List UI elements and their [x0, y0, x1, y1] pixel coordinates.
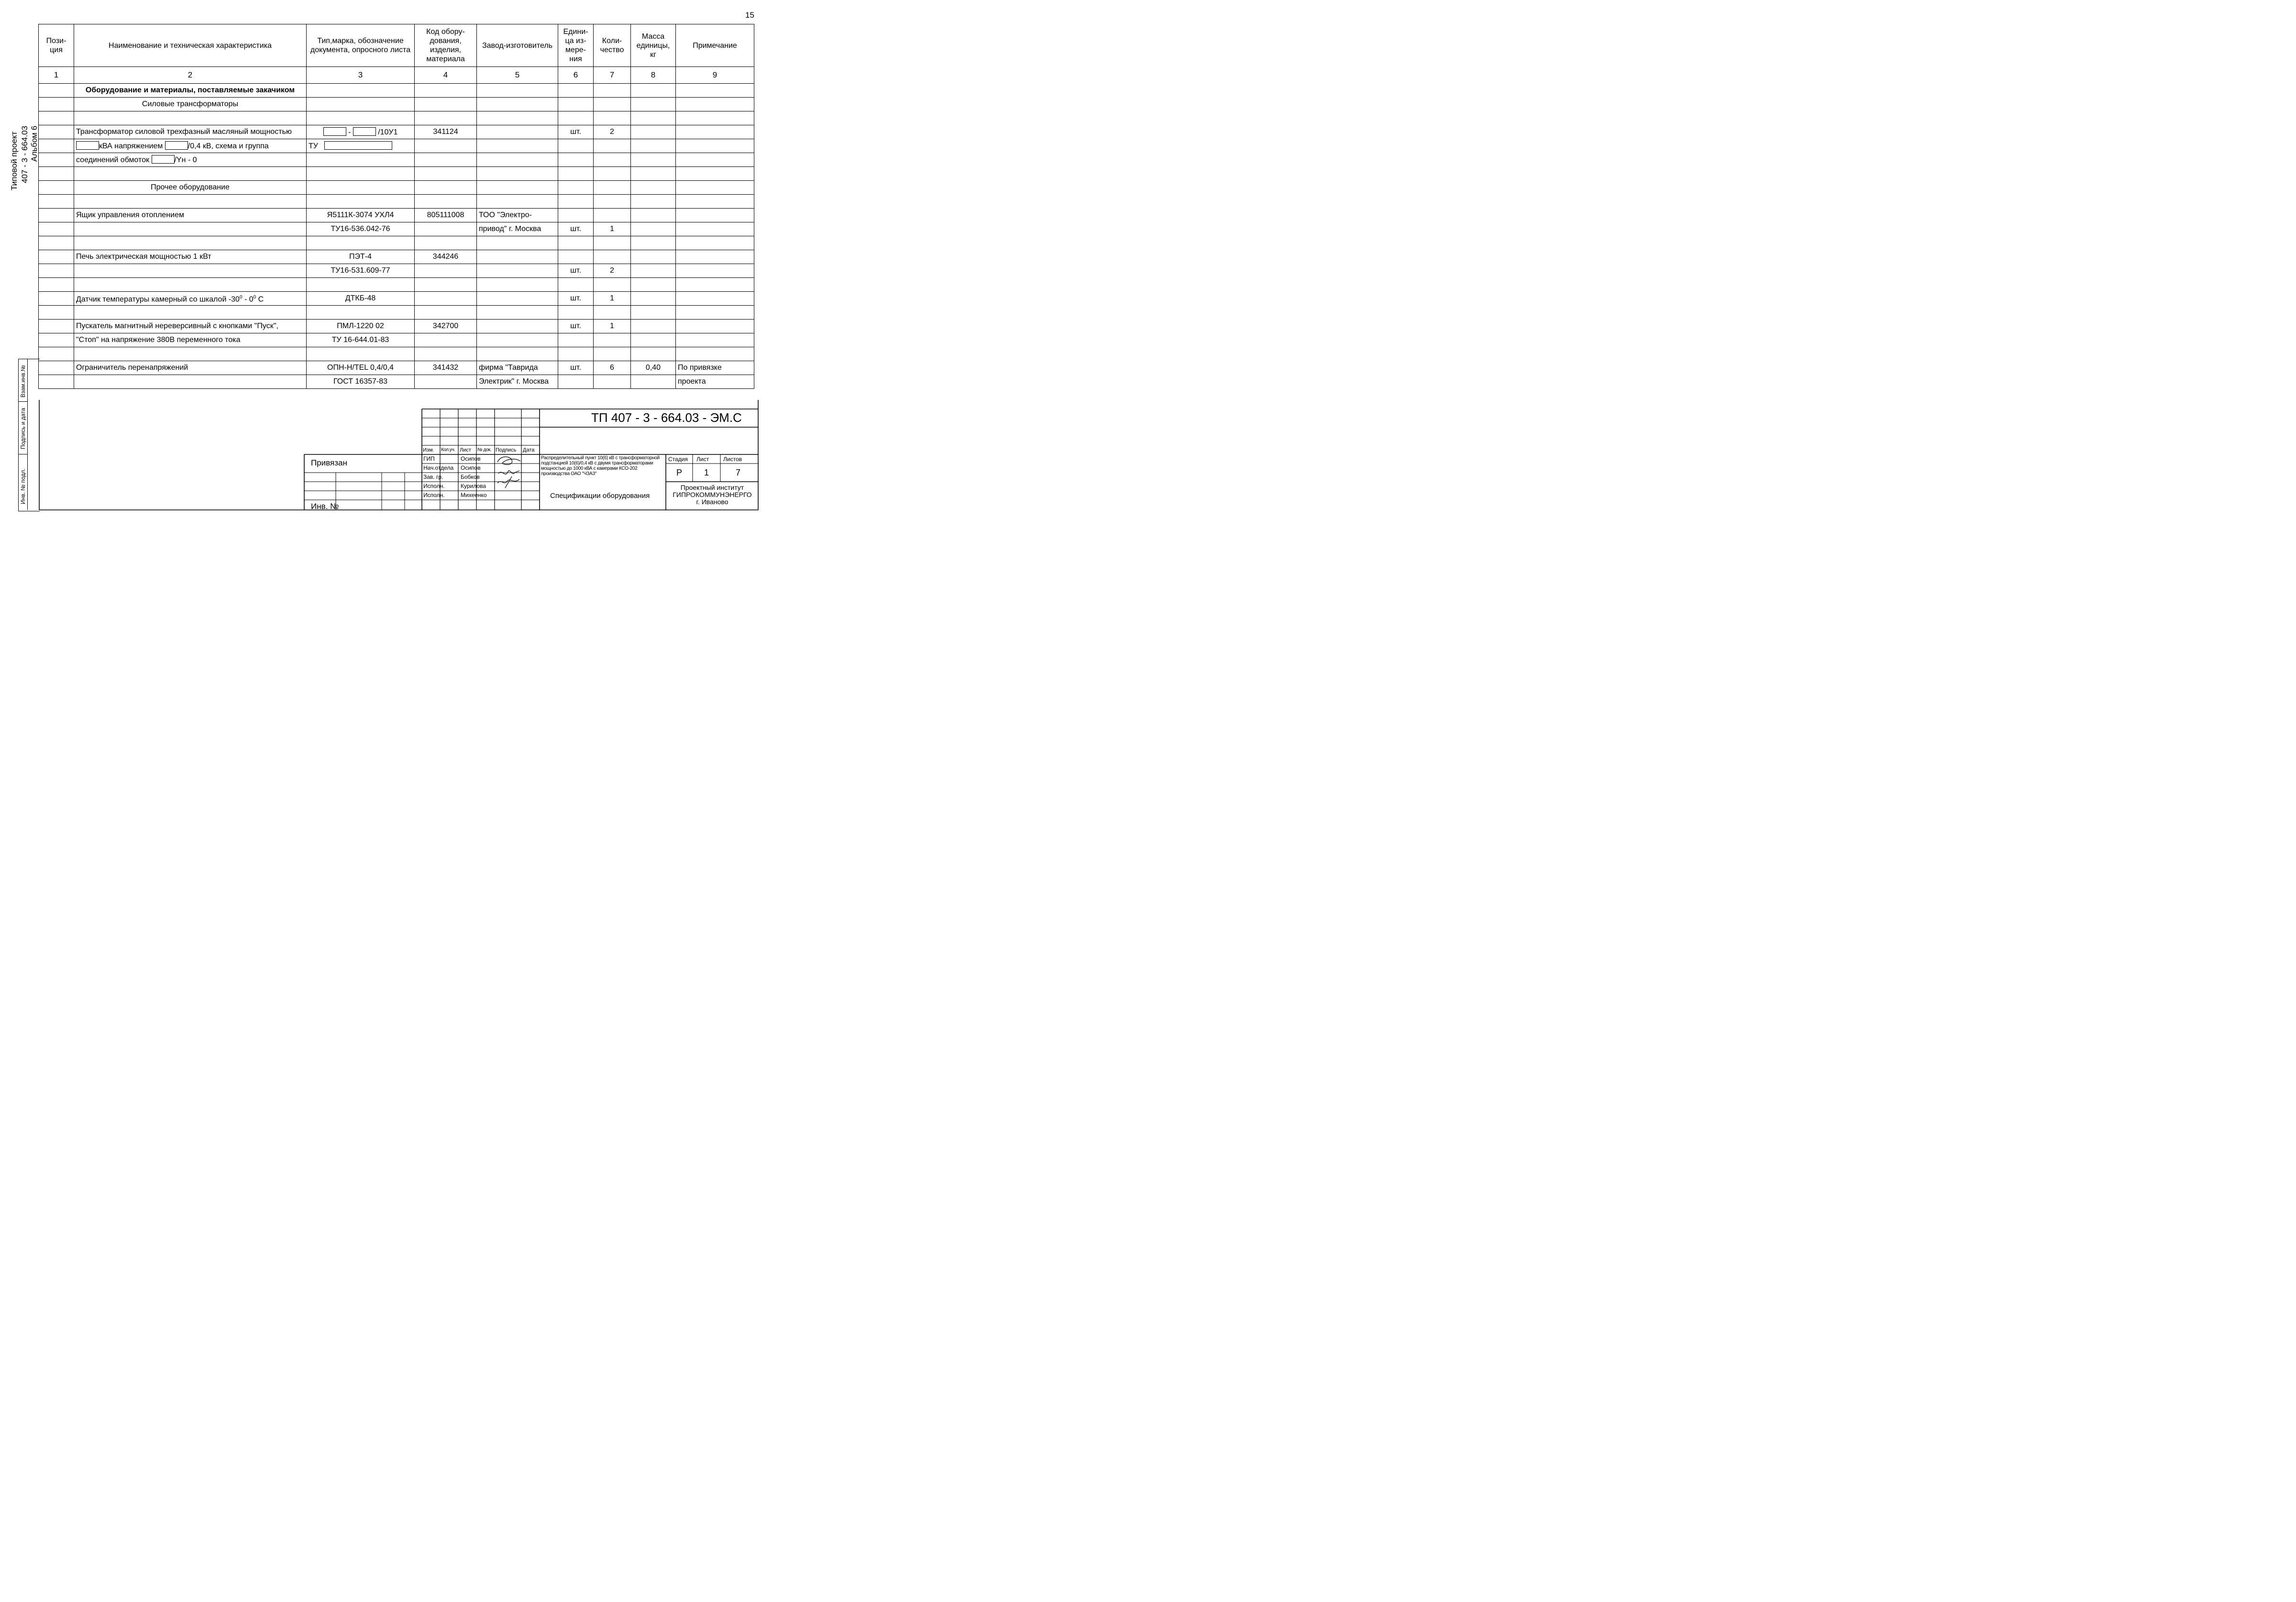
item-code: 344246 [415, 250, 477, 264]
item-type: ПЭТ-4 [307, 250, 415, 264]
item-type: ДТКБ-48 [307, 292, 415, 306]
header-type: Тип,марка, обозначение документа, опросного листа [307, 24, 415, 67]
item-qty: 1 [594, 320, 631, 333]
item-unit: шт. [558, 222, 594, 236]
header-note: Примечание [676, 24, 754, 67]
section-heading: Прочее оборудование [74, 181, 307, 195]
item-type: ТУ16-536.042-76 [307, 222, 415, 236]
item-qty: 6 [594, 361, 631, 375]
sheet-head: Лист [696, 456, 709, 463]
header-name: Наименование и техническая характеристика [74, 24, 307, 67]
item-unit: шт. [558, 320, 594, 333]
item-type: ГОСТ 16357-83 [307, 375, 415, 389]
header-unit: Едини-ца из-мере-ния [558, 24, 594, 67]
col-number: 2 [74, 67, 307, 84]
side-title-line-3: Альбом 6 [30, 125, 39, 162]
role-head-dept: Нач.отдела [423, 464, 454, 471]
item-name: "Стоп" на напряжение 380В переменного тока [74, 333, 307, 347]
item-unit: шт. [558, 125, 594, 139]
person-name: Осипов [461, 464, 481, 471]
item-name: Пускатель магнитный нереверсивный с кнопками "Пуск", [74, 320, 307, 333]
item-code: 342700 [415, 320, 477, 333]
item-type: ТУ 16-644.01-83 [307, 333, 415, 347]
organization: Проектный институт ГИПРОКОММУНЭНЕРГО г. Иваново [673, 484, 752, 506]
document-name: Спецификации оборудования [550, 492, 650, 500]
item-type: Я5111К-3074 УХЛ4 [307, 209, 415, 222]
item-maker: фирма "Таврида [477, 361, 558, 375]
role-executor: Исполн. [423, 483, 445, 489]
col-head-izm: Изм. [423, 447, 434, 453]
side-title-line-2: 407 - 3 - 664.03 [20, 125, 29, 183]
privyazan-label: Привязан [311, 458, 347, 467]
item-type: ТУ [307, 139, 415, 153]
side-title-line-1: Типовой проект [10, 131, 19, 190]
col-number: 6 [558, 67, 594, 84]
col-head-list: Лист [460, 447, 471, 453]
page-number: 15 [745, 11, 754, 20]
signatures [496, 454, 522, 500]
item-maker: ТОО "Электро- [477, 209, 558, 222]
sheets-head: Листов [723, 456, 742, 463]
role-gip: ГИП [423, 455, 435, 462]
header-position: Пози-ция [39, 24, 74, 67]
sheets-value: 7 [736, 468, 741, 477]
col-number: 5 [477, 67, 558, 84]
item-type: ПМЛ-1220 02 [307, 320, 415, 333]
stamp-replaced-inv: Взам.инв.№ [19, 359, 28, 402]
item-maker: Электрик" г. Москва [477, 375, 558, 389]
item-name: кВА напряжением /0,4 кВ, схема и группа [74, 139, 307, 153]
item-code: 341124 [415, 125, 477, 139]
item-unit: шт. [558, 361, 594, 375]
item-name: Датчик температуры камерный со шкалой $-30^0 - 0^0$ С [74, 292, 307, 306]
person-name: Бобков [461, 474, 480, 480]
item-name: соединений обмоток /Yн - 0 [74, 153, 307, 167]
col-head-kol: Кол.уч. [441, 447, 455, 453]
item-qty: 1 [594, 292, 631, 306]
person-name: Михеенко [461, 492, 487, 498]
stamp-original-inv: Инв. № подл. [19, 454, 28, 510]
col-number: 4 [415, 67, 477, 84]
title-block-frame [0, 0, 765, 534]
item-type: ТУ16-531.609-77 [307, 264, 415, 278]
item-code: 341432 [415, 361, 477, 375]
header-code: Код обору-дования, изделия, материала [415, 24, 477, 67]
item-name: Трансформатор силовой трехфазный масляный мощностью [74, 125, 307, 139]
sheet-value: 1 [704, 468, 709, 477]
inv-no-label: Инв. № [311, 502, 339, 511]
item-qty: 2 [594, 264, 631, 278]
item-maker: привод" г. Москва [477, 222, 558, 236]
item-type: - /10У1 [307, 125, 415, 139]
role-executor: Исполн. [423, 492, 445, 498]
item-unit: шт. [558, 264, 594, 278]
stage-value: Р [676, 468, 683, 477]
item-qty: 2 [594, 125, 631, 139]
person-name: Курилова [461, 483, 486, 489]
col-number: 7 [594, 67, 631, 84]
header-maker: Завод-изготовитель [477, 24, 558, 67]
document-designation: ТП 407 - 3 - 664.03 - ЭМ.С [591, 410, 742, 425]
stage-head: Стадия [668, 456, 688, 463]
item-code: 805111008 [415, 209, 477, 222]
col-head-sign: Подпись [496, 447, 517, 453]
col-number: 1 [39, 67, 74, 84]
section-heading: Силовые трансформаторы [74, 98, 307, 111]
item-note: По привязке [676, 361, 754, 375]
item-name: Ограничитель перенапряжений [74, 361, 307, 375]
project-description: Распределительный пункт 10(6) кВ с трансформаторной подстанцией 10(6)/0,4 кВ с двумя трансформаторами мощностью до 1000 кВА с камерами КСО-202 производства ОАО "ЧЗАЗ" [541, 455, 660, 476]
role-group-head: Зав. гр. [423, 474, 443, 480]
col-head-date: Дата [523, 447, 535, 453]
col-number: 3 [307, 67, 415, 84]
item-mass: 0,40 [631, 361, 676, 375]
header-qty: Коли-чество [594, 24, 631, 67]
item-name: Ящик управления отоплением [74, 209, 307, 222]
item-name: Печь электрическая мощностью 1 кВт [74, 250, 307, 264]
person-name: Осипов [461, 455, 481, 462]
col-number: 8 [631, 67, 676, 84]
item-qty: 1 [594, 222, 631, 236]
item-type: ОПН-Н/TEL 0,4/0,4 [307, 361, 415, 375]
section-heading: Оборудование и материалы, поставляемые закачиком [74, 84, 307, 98]
item-note: проекта [676, 375, 754, 389]
header-mass: Масса единицы, кг [631, 24, 676, 67]
stamp-signature-date: Подпись и дата [19, 401, 28, 454]
item-unit: шт. [558, 292, 594, 306]
col-number: 9 [676, 67, 754, 84]
col-head-doc: № док. [477, 447, 492, 453]
